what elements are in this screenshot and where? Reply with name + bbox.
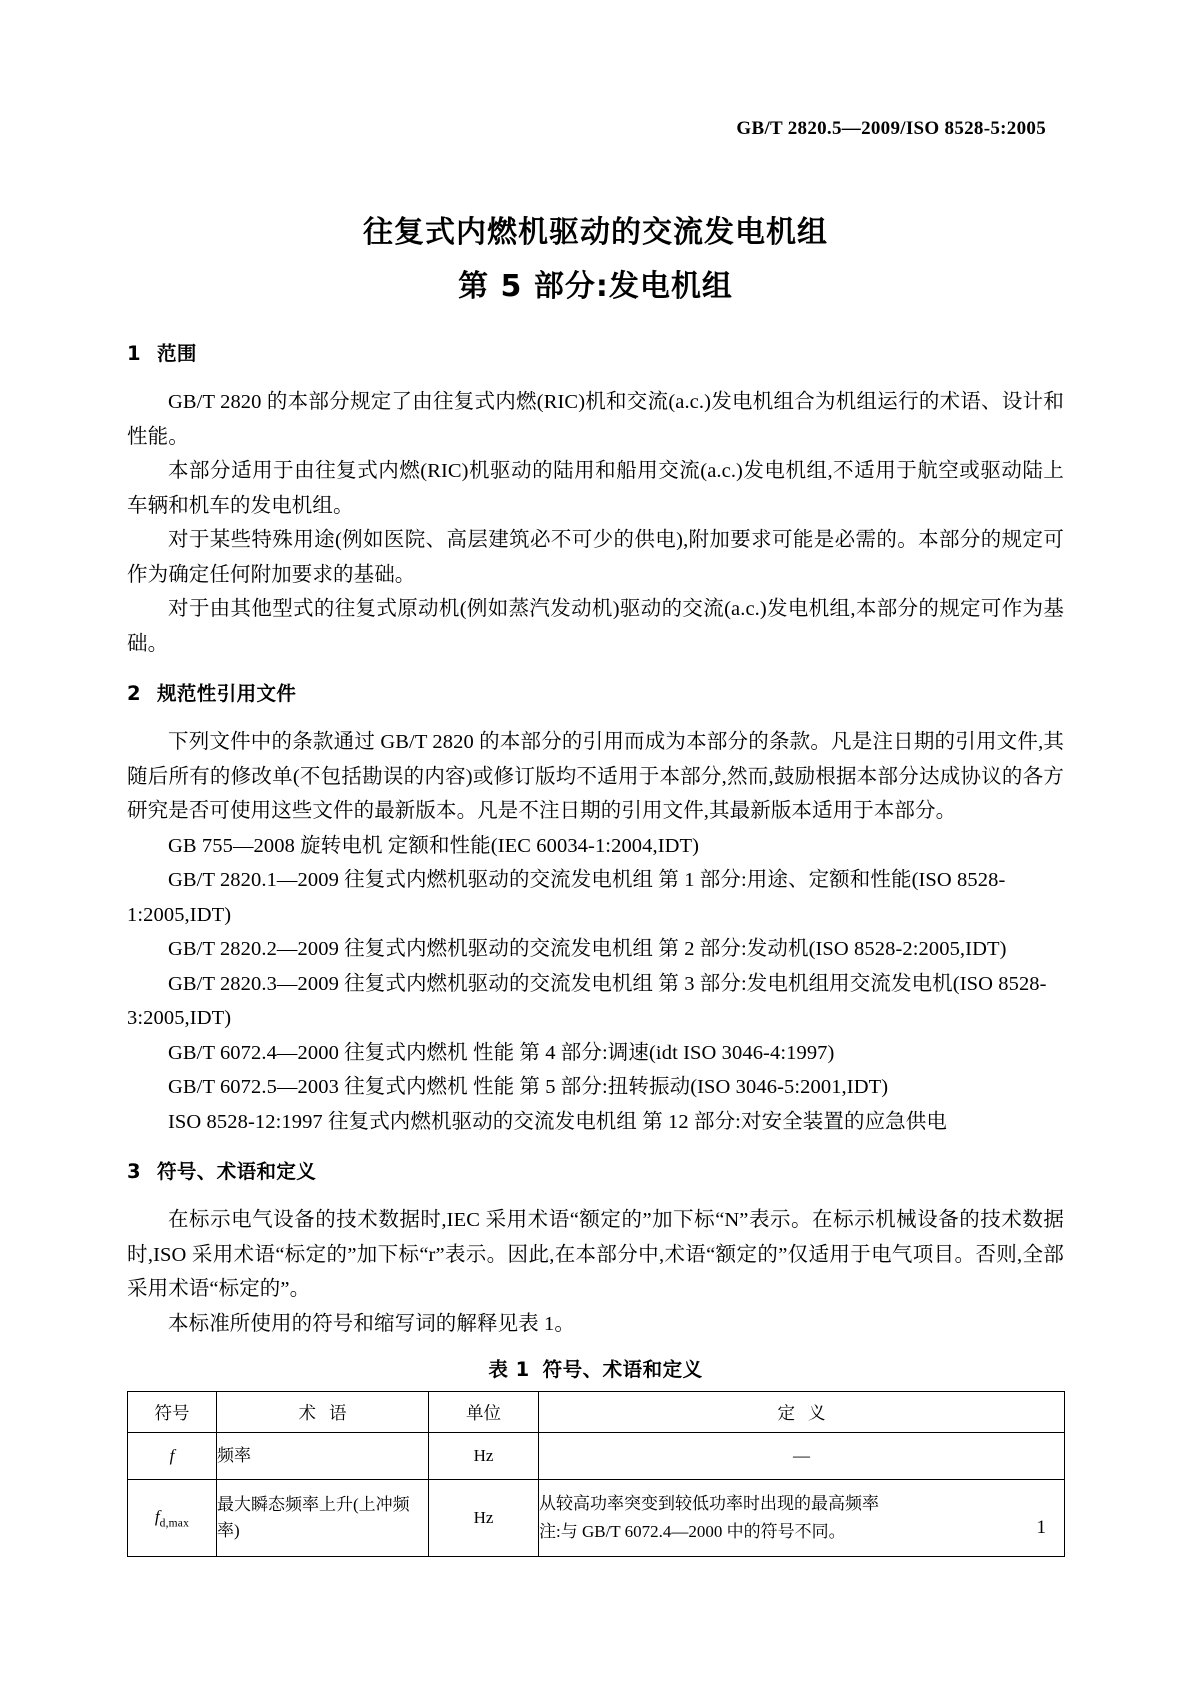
table-caption-text: 符号、术语和定义 <box>542 1358 703 1381</box>
normative-reference: GB/T 6072.4—2000 往复式内燃机 性能 第 4 部分:调速(idt ISO 3046-4:1997) <box>168 1041 835 1064</box>
section-title-3: 符号、术语和定义 <box>157 1160 317 1183</box>
cell-symbol: $f_{d,max}$ <box>128 1480 217 1557</box>
section-heading-3 <box>127 1158 1064 1186</box>
cell-term: 最大瞬态频率上升(上冲频率) <box>217 1480 429 1557</box>
normative-reference: ISO 8528-12:1997 往复式内燃机驱动的交流发电机组 第 12 部分:对安全装置的应急供电 <box>168 1110 947 1133</box>
title-line-1: 往复式内燃机驱动的交流发电机组 <box>363 215 828 250</box>
cell-definition: — <box>539 1433 1065 1480</box>
paragraph: 下列文件中的条款通过 GB/T 2820 的本部分的引用而成为本部分的条款。凡是注日期的引用文件,其随后所有的修改单(不包括勘误的内容)或修订版均不适用于本部分,然而,鼓励根据本部分达成协议的各方研究是否可使用这些文件的最新版本。凡是不注日期的引用文件,其最新版本适用于本部分。 <box>127 731 1064 822</box>
table-caption <box>127 1354 1064 1382</box>
section-number-3: 3 <box>127 1160 141 1183</box>
paragraph: 本部分适用于由往复式内燃(RIC)机驱动的陆用和船用交流(a.c.)发电机组,不适用于航空或驱动陆上车辆和机车的发电机组。 <box>127 460 1064 517</box>
section-title-2: 规范性引用文件 <box>157 682 297 705</box>
section-heading-1 <box>127 340 1064 368</box>
cell-unit: Hz <box>429 1433 539 1480</box>
section-number-1: 1 <box>127 342 141 365</box>
paragraph: 对于某些特殊用途(例如医院、高层建筑必不可少的供电),附加要求可能是必需的。本部分的规定可作为确定任何附加要求的基础。 <box>127 529 1064 586</box>
cell-unit: Hz <box>429 1480 539 1557</box>
cell-term: 频率 <box>217 1433 429 1480</box>
section-title-1: 范围 <box>157 342 197 365</box>
column-header-definition: 定义 <box>539 1392 1065 1433</box>
normative-reference: GB/T 2820.3—2009 往复式内燃机驱动的交流发电机组 第 3 部分:发电机组用交流发电机(ISO 8528-3:2005,IDT) <box>127 972 1047 1029</box>
normative-reference: GB/T 2820.2—2009 往复式内燃机驱动的交流发电机组 第 2 部分:发动机(ISO 8528-2:2005,IDT) <box>168 938 1007 960</box>
paragraph: 对于由其他型式的往复式原动机(例如蒸汽发动机)驱动的交流(a.c.)发电机组,本部分的规定可作为基础。 <box>127 598 1064 655</box>
cell-symbol: f <box>128 1433 217 1480</box>
table-header-row <box>128 1392 1065 1433</box>
page-title <box>0 210 1191 310</box>
paragraph: 在标示电气设备的技术数据时,IEC 采用术语“额定的”加下标“N”表示。在标示机械设备的技术数据时,ISO 采用术语“标定的”加下标“r”表示。因此,在本部分中,术语“额定的”仅适用于电气项目。否则,全部采用术语“标定的”。 <box>127 1209 1064 1300</box>
table-caption-label: 表 1 <box>488 1358 530 1381</box>
paragraph: 本标准所使用的符号和缩写词的解释见表 1。 <box>168 1312 575 1335</box>
normative-reference: GB 755—2008 旋转电机 定额和性能(IEC 60034-1:2004,IDT) <box>168 834 700 857</box>
cell-definition <box>539 1480 1065 1557</box>
title-line-2: 第 5 部分:发电机组 <box>458 269 733 304</box>
symbols-table <box>127 1391 1065 1557</box>
normative-reference: GB/T 2820.1—2009 往复式内燃机驱动的交流发电机组 第 1 部分:用途、定额和性能(ISO 8528-1:2005,IDT) <box>127 869 1006 926</box>
column-header-symbol: 符号 <box>128 1392 217 1433</box>
paragraph: GB/T 2820 的本部分规定了由往复式内燃(RIC)机和交流(a.c.)发电机组合为机组运行的术语、设计和性能。 <box>127 391 1064 448</box>
normative-reference: GB/T 6072.5—2003 往复式内燃机 性能 第 5 部分:扭转振动(ISO 3046-5:2001,IDT) <box>168 1076 889 1098</box>
section-number-2: 2 <box>127 682 141 705</box>
definition-note: 注:与 GB/T 6072.4—2000 中的符号不同。 <box>539 1522 846 1541</box>
running-header: GB/T 2820.5—2009/ISO 8528-5:2005 <box>736 118 1046 139</box>
column-header-unit: 单位 <box>429 1392 539 1433</box>
table-row <box>128 1433 1065 1480</box>
page-number: 1 <box>1036 1517 1046 1538</box>
section-heading-2 <box>127 680 1064 708</box>
column-header-term: 术语 <box>217 1392 429 1433</box>
table-row <box>128 1480 1065 1557</box>
document-body <box>127 340 1064 1557</box>
definition-text: 从较高功率突变到较低功率时出现的最高频率 <box>539 1494 879 1513</box>
